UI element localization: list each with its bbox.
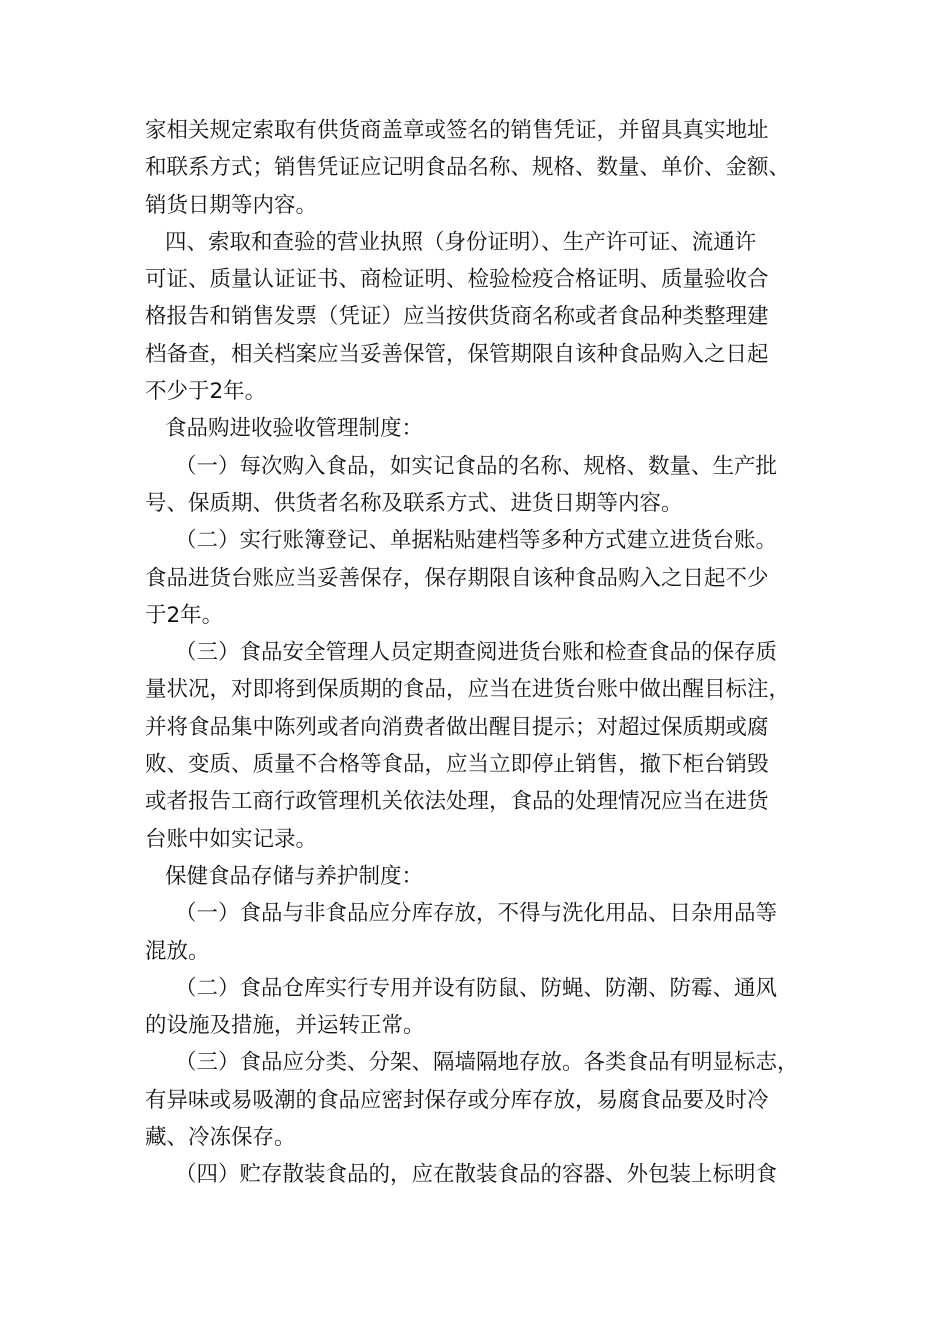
text-line: 或者报告工商行政管理机关依法处理，食品的处理情况应当在进货 (145, 789, 769, 815)
text-line: 号、保质期、供货者名称及联系方式、进货日期等内容。 (145, 490, 683, 516)
item-line: （一）食品与非食品应分库存放，不得与洗化用品、日杂用品等 (175, 901, 778, 927)
text-line: 可证、质量认证证书、商检证明、检验检疫合格证明、质量验收合 (145, 267, 769, 293)
heading-storage-maintenance: 保健食品存储与养护制度： (165, 863, 424, 889)
text-line: 家相关规定索取有供货商盖章或签名的销售凭证，并留具真实地址 (145, 118, 769, 143)
document-body (145, 112, 805, 1194)
item-line: （二）食品仓库实行专用并设有防鼠、防蝇、防潮、防霉、通风 (175, 975, 778, 1001)
text-line: 档备查，相关档案应当妥善保管，保管期限自该种食品购入之日起 (145, 341, 769, 367)
text-line: 和联系方式；销售凭证应记明食品名称、规格、数量、单价、金额、 (145, 155, 791, 181)
text-line: 于2年。 (145, 602, 224, 628)
item-line: （三）食品安全管理人员定期查阅进货台账和检查食品的保存质 (175, 640, 778, 666)
text-line: 不少于2年。 (145, 379, 267, 405)
text-line: 台账中如实记录。 (145, 826, 318, 852)
text-line: 有异味或易吸潮的食品应密封保存或分库存放，易腐食品要及时冷 (145, 1087, 769, 1113)
text-line: 藏、冷冻保存。 (145, 1125, 296, 1151)
text-line: 食品进货台账应当妥善保存，保存期限自该种食品购入之日起不少 (145, 565, 769, 591)
text-line: 败、变质、质量不合格等食品，应当立即停止销售，撤下柜台销毁 (145, 752, 769, 778)
text-line: 量状况，对即将到保质期的食品，应当在进货台账中做出醒目标注， (145, 677, 791, 703)
text-line: 并将食品集中陈列或者向消费者做出醒目提示；对超过保质期或腐 (145, 714, 769, 740)
item-line: （二）实行账簿登记、单据粘贴建档等多种方式建立进货台账。 (175, 528, 778, 554)
heading-purchase-acceptance: 食品购进收验收管理制度： (165, 416, 424, 442)
text-line: 销货日期等内容。 (145, 192, 318, 218)
section-four-line: 四、索取和查验的营业执照（身份证明）、生产许可证、流通许 (165, 229, 757, 255)
text-line: 格报告和销售发票（凭证）应当按供货商名称或者食品种类整理建 (145, 304, 769, 330)
item-line: （三）食品应分类、分架、隔墙隔地存放。各类食品有明显标志， (175, 1050, 799, 1076)
text-line: 的设施及措施，并运转正常。 (145, 1013, 425, 1039)
item-line: （四）贮存散装食品的，应在散装食品的容器、外包装上标明食 (175, 1162, 778, 1188)
text-line: 混放。 (145, 938, 210, 964)
item-line: （一）每次购入食品，如实记食品的名称、规格、数量、生产批 (175, 453, 778, 479)
